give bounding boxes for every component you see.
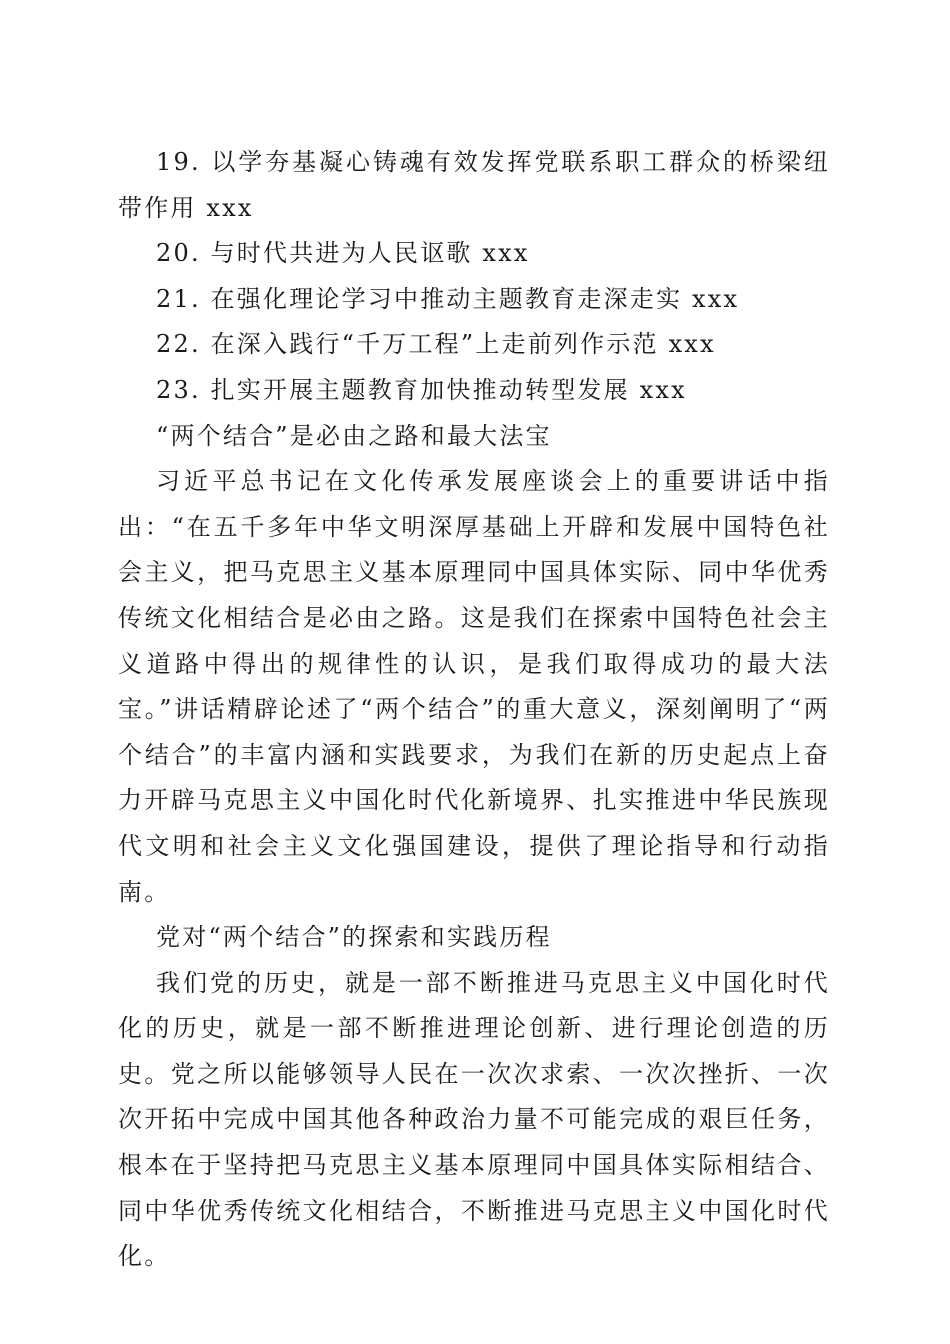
list-item: 21. 在强化理论学习中推动主题教育走深走实 xxx xyxy=(156,284,740,313)
document-body xyxy=(118,140,830,1280)
section-heading: 党对“两个结合”的探索和实践历程 xyxy=(156,923,552,952)
list-item: 22. 在深入践行“千万工程”上走前列作示范 xxx xyxy=(156,330,716,359)
body-paragraph: 我们党的历史，就是一部不断推进马克思主义中国化时代化的历史，就是一部不断推进理论创新、进行理论创造的历史。党之所以能够领导人民在一次次求索、一次次挫折、一次次开拓中完成中国其他各种政治力量不可能完成的艰巨任务，根本在于坚持把马克思主义基本原理同中国具体实际相结合、同中华优秀传统文化相结合，不断推进马克思主义中国化时代化。 xyxy=(118,968,830,1271)
list-item: 20. 与时代共进为人民讴歌 xxx xyxy=(156,239,530,268)
body-paragraph: 习近平总书记在文化传承发展座谈会上的重要讲话中指出：“在五千多年中华文明深厚基础上开辟和发展中国特色社会主义，把马克思主义基本原理同中国具体实际、同中华优秀传统文化相结合是必由之路。这是我们在探索中国特色社会主义道路中得出的规律性的认识，是我们取得成功的最大法宝。”讲话精辟论述了“两个结合”的重大意义，深刻阐明了“两个结合”的丰富内涵和实践要求，为我们在新的历史起点上奋力开辟马克思主义中国化时代化新境界、扎实推进中华民族现代文明和社会主义文化强国建设，提供了理论指导和行动指南。 xyxy=(118,467,830,906)
list-item: 23. 扎实开展主题教育加快推动转型发展 xxx xyxy=(156,375,687,404)
section-heading: “两个结合”是必由之路和最大法宝 xyxy=(156,421,552,450)
list-item: 19. 以学夯基凝心铸魂有效发挥党联系职工群众的桥梁纽带作用 xxx xyxy=(118,148,830,222)
